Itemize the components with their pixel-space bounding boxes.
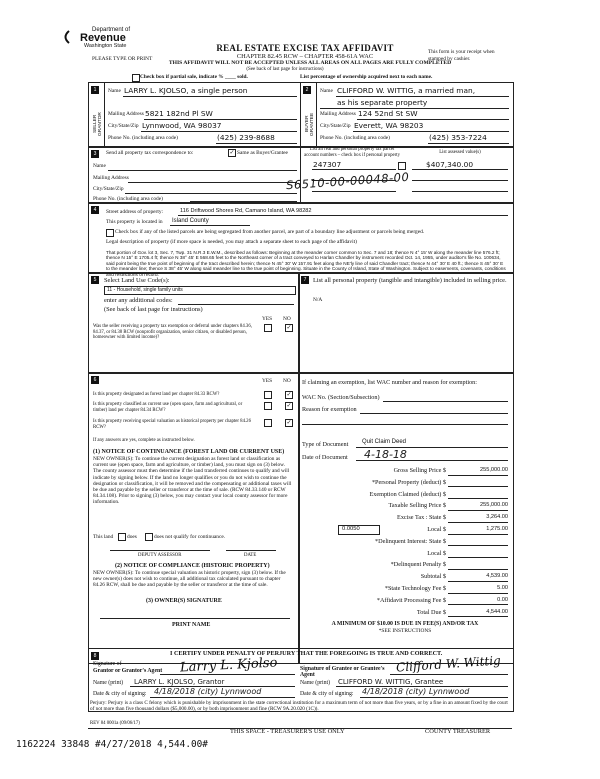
tax-row-label: Excise Tax : State $ — [397, 514, 446, 522]
land-does-not-checkbox[interactable] — [145, 533, 153, 541]
form-title: REAL ESTATE EXCISE TAX AFFIDAVIT — [216, 43, 394, 53]
historic-yes-checkbox[interactable] — [264, 419, 272, 427]
land-use-no-header: NO — [283, 316, 291, 322]
grantee-date[interactable]: 4/18/2018 (city) Lynnwood — [362, 687, 470, 696]
section-6-number: 6 — [91, 376, 99, 384]
buyer-name-line2[interactable]: as his separate property — [337, 98, 428, 107]
segregated-label: Check box if any of the listed parcels are being segregated from another parcel, are part of a boundary line adjustment or parcels being merged. — [115, 229, 425, 235]
tax-row-label: *State Technology Fee $ — [384, 585, 446, 592]
see-back-note: (See back of last page for instructions) — [246, 67, 324, 72]
notice2-body: NEW OWNER(S): To continue special valuation as historic property, sign (3) below. If the new owner(s) does not wish to continue, all additional tax calculated pursuant to chapter 84.26 RCW, shall be due and payable by the seller or transferor at the time of sale. — [93, 570, 286, 589]
buyer-phone[interactable]: (425) 353-7224 — [429, 133, 487, 142]
land-use-label: Select Land Use Code(s): — [104, 277, 170, 284]
notice1-title: (1) NOTICE OF CONTINUANCE (FOREST LAND OR CURRENT USE) — [93, 449, 285, 455]
list-pct-note: List percentage of ownership acquired next to each name. — [300, 74, 433, 80]
grantee-signature[interactable]: Clifford W. Wittig — [395, 653, 502, 675]
land-does-checkbox[interactable] — [118, 533, 126, 541]
form-revision: REV 84 0001a (09/06/17) — [90, 721, 140, 726]
grantor-name[interactable]: LARRY L. KJOLSO, Grantor — [134, 678, 225, 686]
legal-description[interactable]: That portion of Gov. lot 3, Sec. 7, Twp. 31 N.R.3 E.W.M., described as follows: Beginning at the meander corner common to Sec. 7 and 18; thence N 4° 15' W along the meander line 576.2 ft; thence N 15° E 1705.4 ft; thence N 38° 45' E 568.65 feet to the Northeast corner of a tract conveyed to Harlan Chandler by instrument recorded Oct. 14, 1955, under auditor's file No. 100634, said point being the true point of beginning of the tract described herein; thence N 45° 30' W 157.91 feet along the NE'ly line of said Chandler tract; thence N 44° 30' E 40 ft.; thence S 45° 30' E to the meander line; thence S 38° 45' W along said meander line to the true point of beginning. Situate in the County of Island, State of Washington. Subject to easements, covenants, conditions and restrictions of record. — [106, 250, 506, 277]
assessed-header: List assessed value(s) — [439, 150, 481, 155]
tax-row-label: Gross Selling Price $ — [393, 467, 446, 474]
buyer-name-label: Name — [320, 88, 333, 94]
buyer-name[interactable]: CLIFFORD W. WITTIG, a married man, — [337, 86, 476, 95]
partial-sale-checkbox[interactable] — [132, 74, 140, 82]
seller-address-label: Mailing Address — [108, 111, 144, 117]
buyer-address[interactable]: 124 52nd St SW — [358, 109, 418, 118]
tax-row-label: Local $ — [427, 526, 446, 533]
perjury-statement: Perjury: Perjury is a class C felony which is punishable by imprisonment in the state correctional institution for a maximum term of not more than five years, or by a fine in an amount fixed by the court of not more than five thousand dollars ($5,000.00), or by both imprisonment and fine (RCW 9A.20.020 (1C)). — [90, 700, 508, 713]
land-use-code: 11 - Household, single family units — [107, 287, 183, 293]
assessor-date-label: DATE — [244, 553, 257, 558]
this-land-label: This land — [93, 534, 114, 540]
local-rate: 0.0050 — [342, 526, 360, 532]
tax-row-value[interactable]: 4,539.00 — [486, 573, 508, 580]
doc-type[interactable]: Quit Claim Deed — [362, 439, 407, 445]
grantee-sig-label: Signature of Grantee or Grantee's Agent — [300, 666, 385, 678]
section-8-number: 8 — [91, 652, 99, 660]
seller-phone-label: Phone No. (including area code) — [108, 135, 178, 141]
exempt-no-checkbox[interactable]: ✓ — [286, 324, 292, 331]
section-3-number: 3 — [91, 150, 99, 158]
minimum-due: A MINIMUM OF $10.00 IS DUE IN FEE(S) AND/OR TAX — [331, 621, 479, 627]
tax-row-label: Taxable Selling Price $ — [388, 502, 446, 510]
dor-logo — [70, 27, 140, 49]
logo-dept-line2: Revenue — [80, 32, 126, 44]
personal-property-value[interactable]: N/A — [313, 297, 323, 303]
tax-row-value[interactable]: 255,000.00 — [480, 467, 508, 473]
historic-question: Is this property receiving special valuation as historical property per chapter 84.26 RCW? — [93, 419, 251, 430]
logo-swoosh-icon — [62, 30, 70, 44]
tax-row-label: *Personal Property (deduct) $ — [371, 478, 446, 486]
grantee-date-label: Date & city of signing: — [300, 691, 354, 697]
same-as-buyer-label: Same as Buyer/Grantee — [237, 150, 288, 156]
current-use-yes-checkbox[interactable] — [264, 402, 272, 410]
certification-title: I CERTIFY UNDER PENALTY OF PERJURY THAT THE FOREGOING IS TRUE AND CORRECT. — [170, 650, 443, 657]
seller-phone[interactable]: (425) 239-8688 — [217, 133, 275, 142]
doc-date[interactable]: 4-18-18 — [364, 448, 407, 461]
logo-dept-line3: Washington State — [84, 43, 127, 49]
section-4-number: 4 — [91, 206, 99, 214]
current-use-no-checkbox[interactable]: ✓ — [286, 402, 292, 409]
county[interactable]: Island County — [172, 218, 209, 224]
see-instructions: *SEE INSTRUCTIONS — [378, 628, 432, 634]
corr-name-label: Name — [93, 163, 106, 169]
forest-box — [88, 372, 300, 664]
grantor-sig-label2: Grantor or Grantor's Agent — [93, 668, 163, 674]
land-does-label: does — [127, 534, 137, 540]
notice1-body: NEW OWNER(S): To continue the current designation as forest land or classification as current use (open space, farm and agriculture, or timber) land, you must sign on (3) below. The county assessor must then determine if the land transferred continues to qualify and will indicate by signing below. If the land no longer qualifies or you do not wish to continue the designation or classification, it will be removed and the compensating or additional taxes will be due and payable by the seller or transferor at the time of sale. (RCW 84.33.140 or RCW 84.34.108). Prior to signing (3) below, you may contact your local county assessor for more information. — [93, 456, 292, 506]
tax-row-value[interactable]: 5.00 — [497, 585, 508, 591]
seller-city[interactable]: Lynnwood, WA 98037 — [142, 121, 222, 130]
deputy-assessor-label: DEPUTY ASSESSOR — [138, 553, 182, 558]
tax-row-value[interactable]: 0.00 — [497, 596, 508, 603]
owner-signature-label: (3) OWNER(S) SIGNATURE — [146, 598, 222, 604]
receipt-stamp: 1162224 33848 #4/27/2018 4,544.00# — [16, 739, 208, 750]
wac-label: WAC No. (Section/Subsection) — [302, 394, 380, 401]
tax-row-label: *Delinquent Interest: State $ — [375, 537, 446, 545]
tax-row-value[interactable]: 4,544.00 — [486, 608, 508, 615]
treasurer-space-label: THIS SPACE - TREASURER'S USE ONLY — [230, 728, 345, 735]
seller-address[interactable]: 5821 182nd Pl SW — [145, 109, 213, 118]
buyer-address-label: Mailing Address — [320, 111, 356, 117]
partial-sale-label: Check box if partial sale, indicate % ____ sold. — [140, 74, 248, 80]
grantor-name-label: Name (print) — [93, 680, 124, 686]
historic-no-checkbox[interactable]: ✓ — [286, 419, 292, 426]
current-use-question: Is this property classified as current use (open space, farm and agricultural, or timber) land per chapter 84.34 RCW? — [93, 402, 243, 413]
buyer-side-label: BUYER GRANTEE — [305, 112, 315, 136]
notice2-title: (2) NOTICE OF COMPLIANCE (HISTORIC PROPERTY) — [115, 563, 270, 569]
grantor-date[interactable]: 4/18/2018 (city) Lynnwood — [154, 687, 262, 696]
grantor-sig-label1: Signature of — [93, 661, 122, 667]
seller-name-label: Name — [108, 88, 121, 94]
legal-label: Legal description of property (if more space is needed, you may attach a separate sheet to each page of the affidavit) — [106, 239, 357, 245]
exemption-label: If claiming an exemption, list WAC number and reason for exemption: — [302, 379, 477, 386]
county-label: This property is located in — [106, 219, 163, 225]
personal-property-label: List all personal property (tangible and intangible) included in selling price. — [313, 277, 507, 284]
land-does-not-label: does not qualify for continuance. — [154, 534, 226, 540]
sec6-no-header: NO — [283, 378, 291, 384]
additional-codes-label: enter any additional codes: — [104, 297, 173, 304]
forest-no-checkbox[interactable]: ✓ — [286, 391, 292, 398]
street-address[interactable]: 116 Driftwood Shores Rd, Camano Island, WA 98282 — [180, 208, 312, 214]
local-rate-box[interactable] — [338, 525, 380, 535]
segregated-checkbox[interactable] — [106, 229, 114, 237]
logo-dept-line1: Department of — [92, 27, 131, 33]
doc-type-label: Type of Document — [302, 441, 349, 448]
section-7-number: 7 — [301, 276, 309, 284]
doc-date-label: Date of Document — [302, 454, 348, 461]
same-as-buyer-checkbox[interactable]: ✓ — [229, 149, 235, 156]
grantee-name[interactable]: CLIFFORD W. WITTIG, Grantee — [338, 678, 444, 686]
land-use-select[interactable] — [104, 286, 296, 295]
section-5-number: 5 — [91, 276, 99, 284]
seller-side-label: SELLER GRANTOR — [93, 112, 103, 136]
handwritten-parcel: S6510-00-00048-00 — [285, 169, 410, 193]
section-1-number: 1 — [91, 86, 99, 94]
parcel-number[interactable]: 247307 — [313, 160, 342, 169]
land-use-yes-header: YES — [262, 316, 273, 322]
land-use-see-back: (See back of last page for instructions) — [104, 306, 203, 313]
reason-label: Reason for exemption — [302, 406, 357, 413]
type-or-print: PLEASE TYPE OR PRINT — [92, 56, 153, 62]
buyer-city[interactable]: Everett, WA 98203 — [354, 121, 424, 130]
street-label: Street address of property: — [106, 209, 164, 215]
corr-address-label: Mailing Address — [93, 175, 129, 181]
tax-row-label: *Delinquent Penalty $ — [390, 561, 446, 569]
grantor-date-label: Date & city of signing: — [93, 691, 147, 697]
tax-row-label: Subtotal $ — [420, 573, 446, 581]
corr-phone-label: Phone No. (including area code) — [93, 196, 163, 202]
tax-row-value[interactable]: 1,275.00 — [486, 526, 508, 532]
parcels-header: List all real and personal property tax parcel account numbers – check box if personal property — [303, 147, 401, 158]
form-chapters: CHAPTER 82.45 RCW – CHAPTER 458-61A WAC — [236, 53, 374, 60]
assessed-value[interactable]: $407,340.00 — [426, 160, 474, 169]
correspondence-label: Send all property tax correspondence to: — [106, 150, 194, 156]
buyer-city-label: City/State/Zip — [320, 123, 351, 129]
section-2-number: 2 — [303, 86, 311, 94]
forest-yes-checkbox[interactable] — [264, 391, 272, 399]
buyer-phone-label: Phone No. (including area code) — [320, 135, 390, 141]
print-name-label: PRINT NAME — [172, 622, 211, 628]
exempt-question: Was the seller receiving a property tax exemption or deferral under chapters 84.36, 84.37, or 84.38 RCW (nonprofit organization, senior citizen, or disabled person, homeowner with limited income)? — [93, 324, 252, 341]
form-warning: THIS AFFIDAVIT WILL NOT BE ACCEPTED UNLESS ALL AREAS ON ALL PAGES ARE FULLY COMPLETED — [168, 60, 452, 66]
tax-row-label: Total Due $ — [416, 608, 446, 616]
receipt-note: This form is your receipt when stamped by cashier. — [428, 49, 495, 62]
tax-row-value[interactable]: 3,264.00 — [486, 514, 508, 521]
corr-city-label: City/State/Zip — [93, 186, 124, 192]
county-treasurer-label: COUNTY TREASURER — [425, 728, 491, 735]
forest-question: Is this property designated as forest land per chapter 84.33 RCW? — [93, 392, 220, 397]
tax-row-label: Exemption Claimed (deduct) $ — [369, 490, 446, 498]
tax-row-value[interactable]: 255,000.00 — [480, 502, 508, 509]
personal-property-box — [298, 272, 514, 374]
seller-name[interactable]: LARRY L. KJOLSO, a single person — [124, 86, 248, 95]
seller-city-label: City/State/Zip — [108, 123, 139, 129]
grantee-name-label: Name (print) — [300, 680, 331, 686]
parcel-personal-checkbox[interactable] — [398, 162, 406, 170]
exempt-yes-checkbox[interactable] — [264, 324, 272, 332]
grantor-signature[interactable]: Larry L. Kjolso — [179, 655, 278, 676]
any-yes-note: If any answers are yes, complete as instructed below. — [93, 438, 195, 443]
tax-row-label: Local $ — [427, 549, 446, 557]
sec6-yes-header: YES — [262, 378, 273, 384]
tax-row-label: *Affidavit Processing Fee $ — [376, 596, 446, 604]
